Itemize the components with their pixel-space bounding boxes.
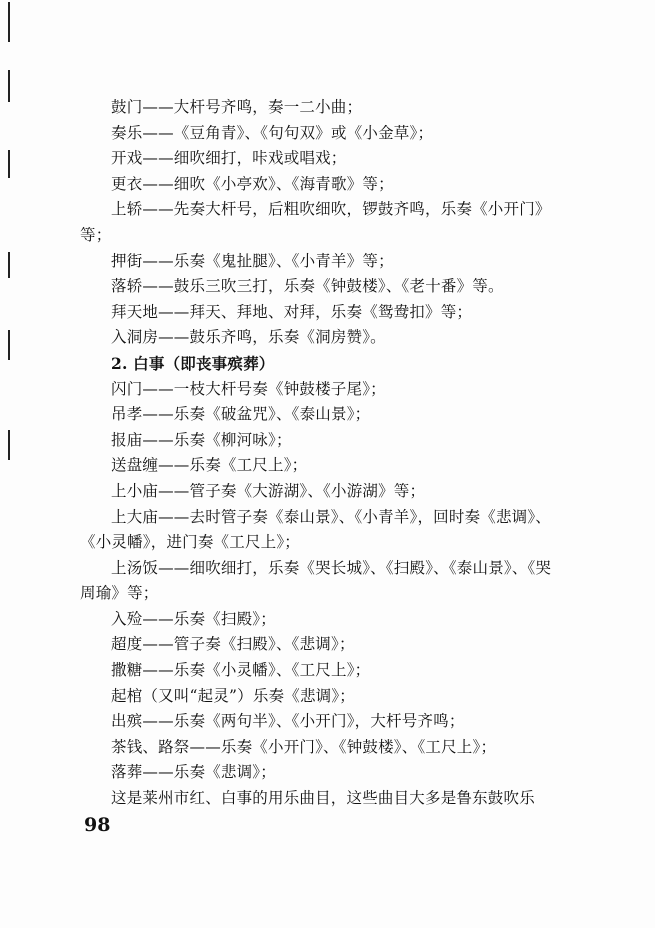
text-line: 等；: [80, 225, 112, 244]
text-line: 《小灵幡》，进门奏《工尺上》；: [80, 533, 301, 552]
text-line: 周瑜》等；: [80, 584, 159, 603]
text-line: 吊孝——乐奏《破盆咒》、《泰山景》；: [111, 405, 371, 424]
text-line: 撒糖——乐奏《小灵幡》、《工尺上》；: [111, 661, 371, 680]
scan-edge-mark: [8, 430, 10, 460]
text-line: 闪门——一枝大杆号奏《钟鼓楼子尾》；: [111, 379, 386, 398]
scan-edge-mark: [8, 150, 10, 178]
text-line: 超度——管子奏《扫殿》、《悲调》；: [111, 635, 355, 654]
body-text: [80, 95, 575, 812]
text-line: 入殓——乐奏《扫殿》；: [111, 609, 276, 628]
scan-edge-mark: [8, 252, 10, 278]
text-line: 上小庙——管子奏《大游湖》、《小游湖》等；: [111, 481, 426, 500]
text-line: 上大庙——去时管子奏《泰山景》、《小青羊》，回时奏《悲调》、: [111, 507, 552, 526]
scan-edge-mark: [8, 330, 10, 360]
text-line: 这是莱州市红、白事的用乐曲目，这些曲目大多是鲁东鼓吹乐: [111, 789, 535, 808]
text-line: 更衣——细吹《小亭欢》、《海青歌》等；: [111, 174, 394, 193]
text-line: 上汤饭——细吹细打，乐奏《哭长城》、《扫殿》、《泰山景》、《哭: [111, 558, 552, 577]
text-line: 落葬——乐奏《悲调》；: [111, 763, 276, 782]
text-line: 押街——乐奏《鬼扯腿》、《小青羊》等；: [111, 251, 394, 270]
text-line: 报庙——乐奏《柳河咏》；: [111, 430, 292, 449]
text-line: 茶钱、路祭——乐奏《小开门》、《钟鼓楼》、《工尺上》；: [111, 737, 497, 756]
text-line: 奏乐——《豆角青》、《句句双》或《小金草》；: [111, 123, 434, 142]
scan-edge-mark: [8, 70, 10, 102]
text-line: 起棺（又叫“起灵”）乐奏《悲调》；: [111, 686, 355, 705]
text-line: 开戏——细吹细打，咔戏或唱戏；: [111, 149, 347, 168]
text-line: 上轿——先奏大杆号，后粗吹细吹，锣鼓齐鸣，乐奏《小开门》: [111, 200, 551, 219]
scan-edge-mark: [8, 2, 10, 42]
text-line: 鼓门——大杆号齐鸣，奏一二小曲；: [111, 98, 363, 116]
section-heading: 2. 白事（即丧事殡葬）: [111, 353, 275, 373]
text-line: 入洞房——鼓乐齐鸣，乐奏《洞房赞》。: [111, 328, 386, 347]
text-line: 出殡——乐奏《两句半》、《小开门》，大杆号齐鸣；: [111, 712, 465, 731]
text-line: 送盘缠——乐奏《工尺上》；: [111, 456, 308, 475]
page-number: 98: [84, 814, 111, 836]
text-line: 拜天地——拜天、拜地、对拜，乐奏《鸳鸯扣》等；: [111, 302, 473, 321]
text-line: 落轿——鼓乐三吹三打，乐奏《钟鼓楼》、《老十番》等。: [111, 277, 504, 296]
